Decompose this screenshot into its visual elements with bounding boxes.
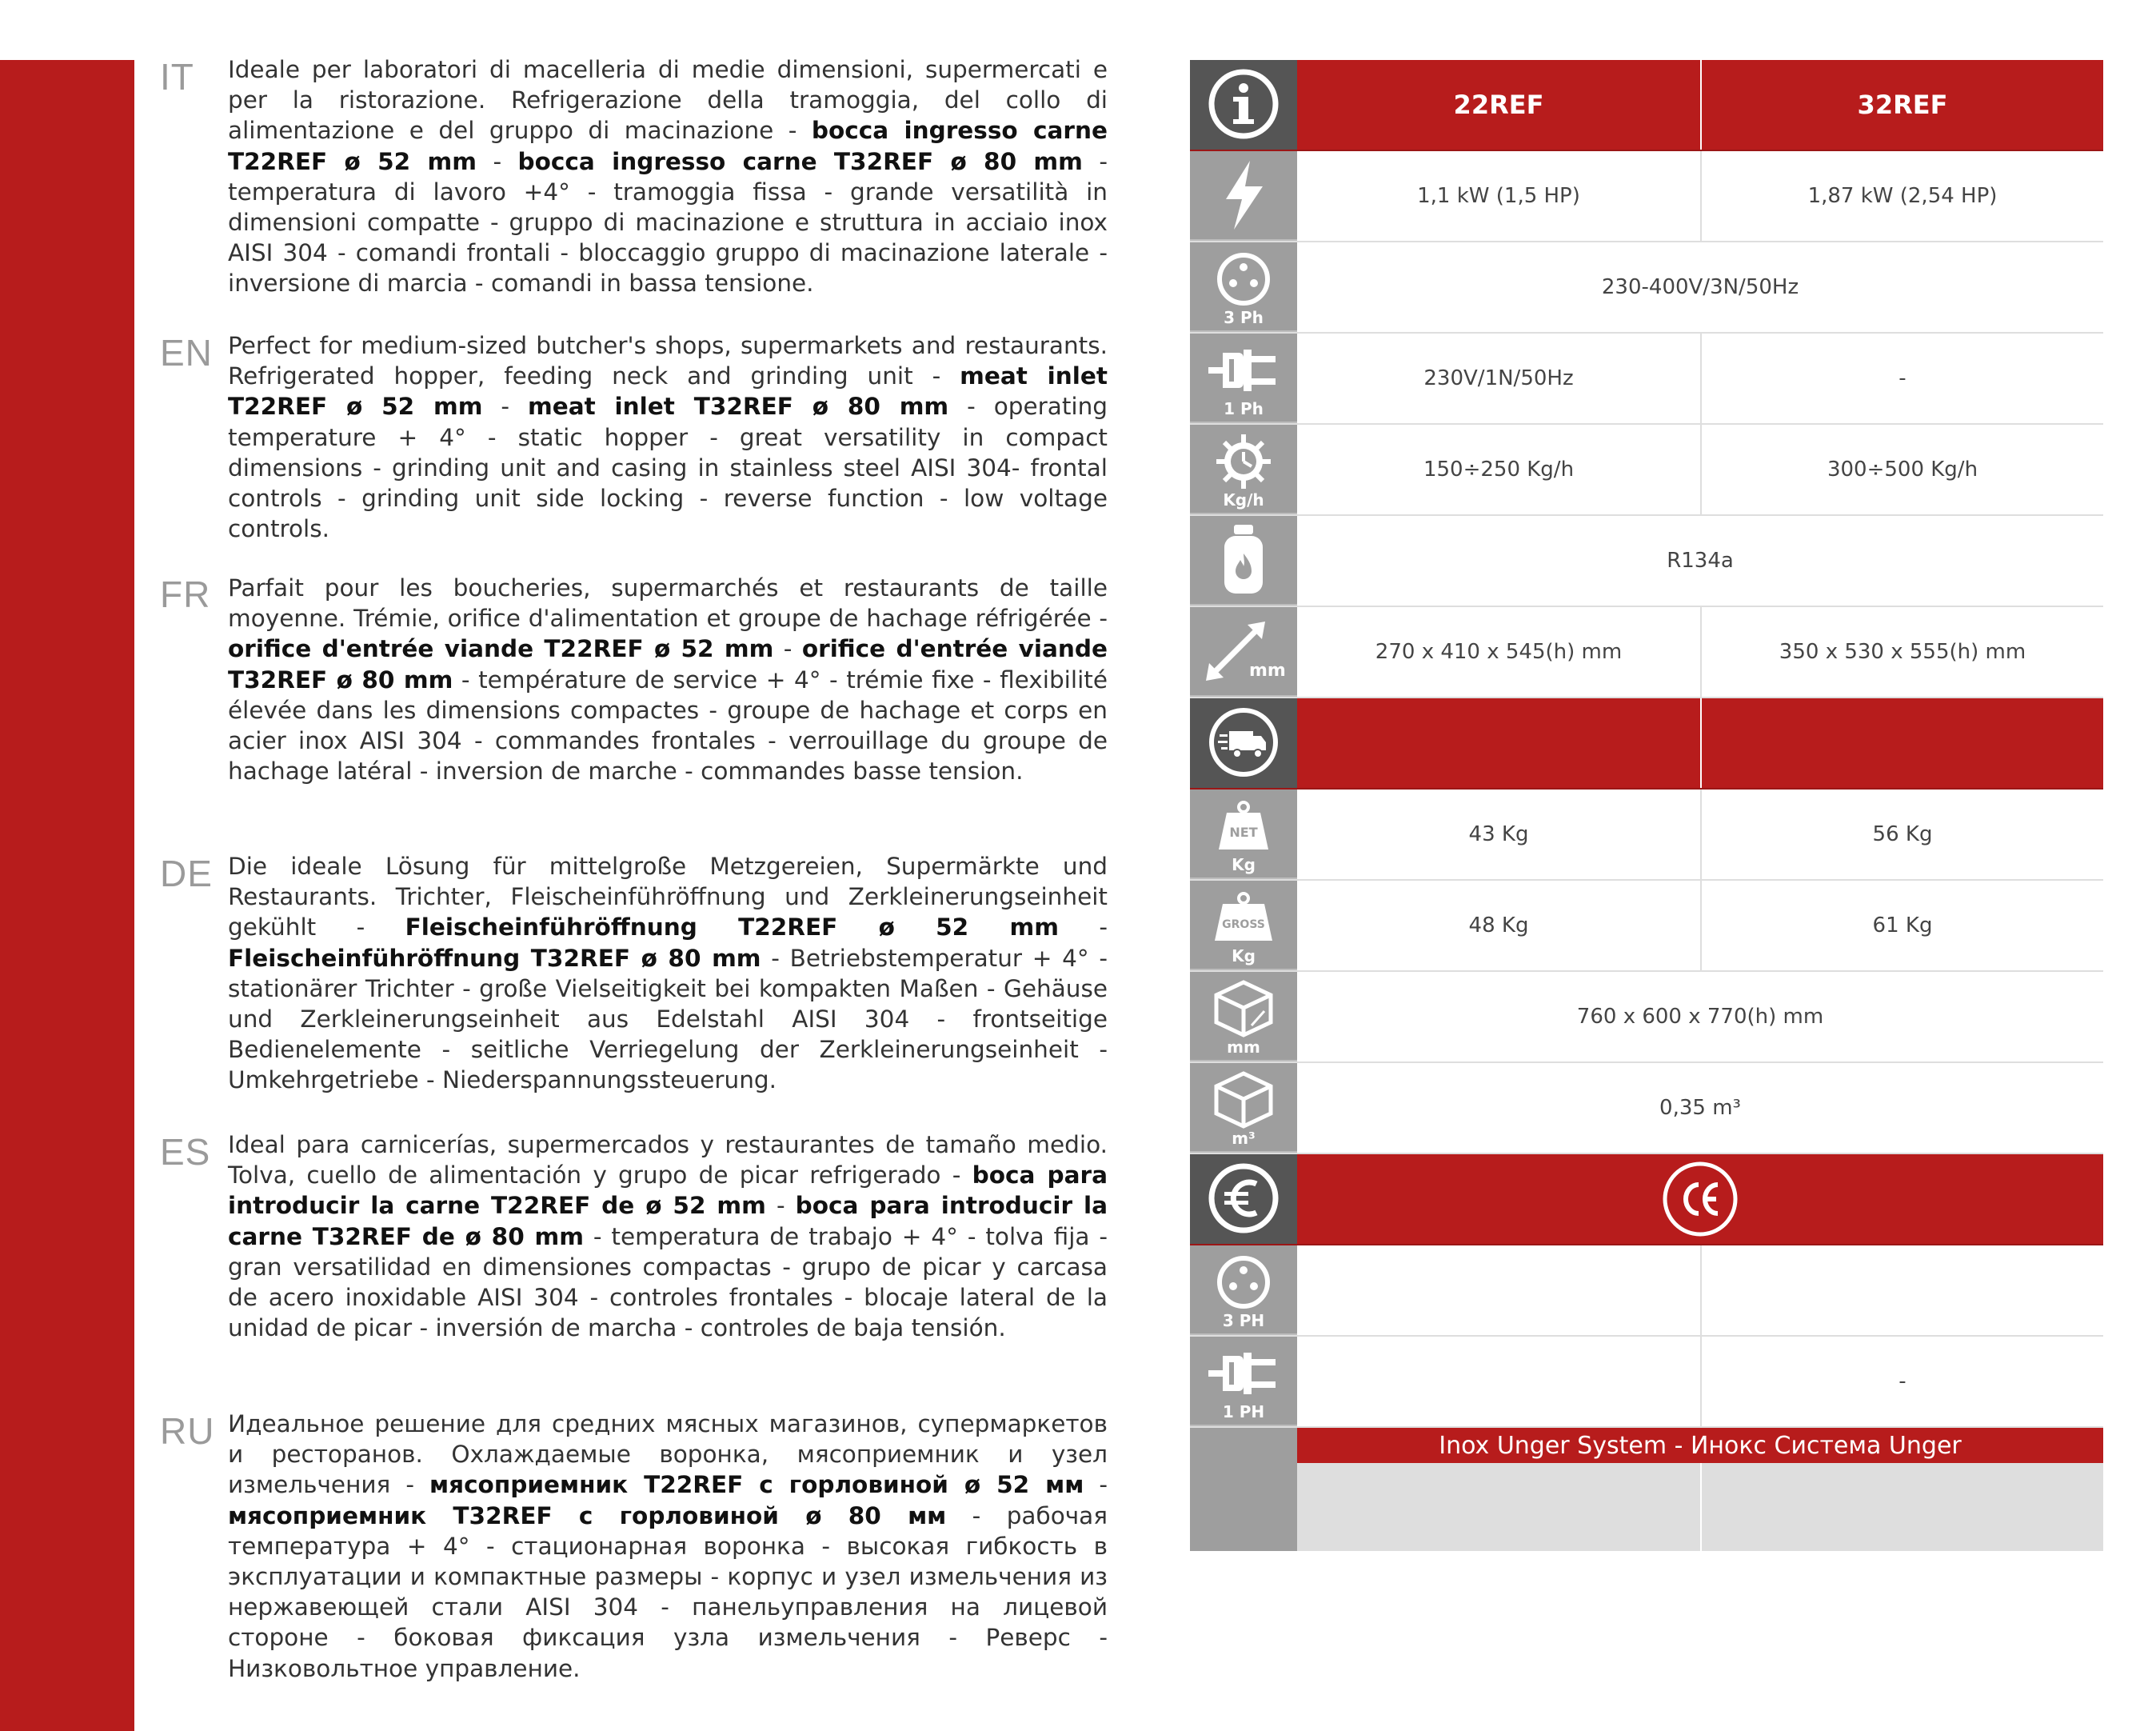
svg-text:mm: mm — [1249, 661, 1286, 681]
row-gross-weight — [1190, 881, 2103, 972]
bold-phrase: bocca ingresso carne T32REF ø 80 mm — [517, 147, 1083, 175]
pack-volume-caption: m³ — [1232, 1129, 1256, 1148]
footer-icon-spacer — [1190, 1463, 1297, 1551]
bold-phrase: boca para introducir la carne T32REF de ø 80 mm — [228, 1192, 1108, 1250]
text-run: Die ideale Lösung für mittelgroße Metzgereien, Supermärkte und Restaurants. Trichter, Fleischeinführöffnung und Zerkleinerungseinheit gekühlt - — [228, 853, 1108, 941]
text-run: - Betriebstemperatur + 4° - stationärer Trichter - große Vielseitigkeit bei kompakten Maßen - Gehäuse und Zerkleinerungseinheit aus Edelstahl AISI 304 - frontseitige Bedienelemente - seitliche Verriegelung der Zerkleinerungseinheit - Umkehrgetriebe - Niederspannungssteuerung. — [228, 944, 1108, 1094]
bold-phrase: boca para introducir la carne T22REF de ø 52 mm — [228, 1161, 1108, 1220]
bold-phrase: orifice d'entrée viande T22REF ø 52 mm — [228, 635, 774, 663]
gross-weight-icon — [1190, 881, 1297, 970]
single-phase-plug-icon — [1190, 334, 1297, 423]
output-caption: Kg/h — [1223, 490, 1264, 510]
single-phase-price-icon — [1190, 1337, 1297, 1426]
package-volume-icon — [1190, 1063, 1297, 1153]
net-weight-22ref: 43 Kg — [1297, 790, 1702, 879]
lang-code-it: IT — [160, 56, 194, 98]
price-single-phase-caption: 1 PH — [1222, 1402, 1265, 1421]
lang-code-es: ES — [160, 1131, 211, 1173]
bold-phrase: мясоприемник T32REF с горловиной ø 80 мм — [228, 1501, 947, 1529]
bold-phrase: мясоприемник T22REF с горловиной ø 52 мм — [429, 1471, 1084, 1499]
shipping-header-32ref — [1702, 698, 2103, 788]
three-phase-voltage: 230-400V/3N/50Hz — [1601, 275, 1799, 299]
text-run: - — [1084, 1471, 1108, 1499]
lang-code-en: EN — [160, 332, 213, 374]
row-pack-volume — [1190, 1063, 2103, 1154]
info-icon — [1190, 60, 1297, 150]
package-dimensions-icon — [1190, 972, 1297, 1061]
row-power — [1190, 151, 2103, 242]
bold-phrase: orifice d'entrée viande T32REF ø 80 mm — [228, 635, 1108, 694]
model-32ref-header: 32REF — [1857, 90, 1948, 120]
row-price-single-phase — [1190, 1337, 2103, 1428]
model-22ref-header: 22REF — [1297, 60, 1702, 150]
spec-table — [1190, 60, 2103, 1551]
dimensions-32ref: 350 x 530 x 555(h) mm — [1779, 640, 2026, 664]
gas-cylinder-icon — [1190, 516, 1297, 606]
text-run: - — [765, 1192, 796, 1220]
description-ru — [228, 1409, 1108, 1684]
pack-volume-value: 0,35 m³ — [1659, 1096, 1741, 1120]
bold-phrase: Fleischeinführöffnung T32REF ø 80 mm — [228, 944, 761, 972]
brand-band-spacer — [1190, 1428, 1297, 1463]
text-run: - temperatura di lavoro +4° - tramoggia fissa - grande versatilità in dimensioni compatte - gruppo di macinazione e struttura in acciaio inox AISI 304 - comandi frontali - bloccaggio gruppo di macinazione laterale - inversione di marcia - comandi in bassa tensione. — [228, 147, 1108, 298]
text-run: Ideal para carnicerías, supermercados y restaurantes de tamaño medio. Tolva, cuello de alimentación y grupo de picar refrigerado - — [228, 1131, 1108, 1189]
gross-label: GROSS — [1222, 918, 1265, 931]
text-run: Идеальное решение для средних мясных магазинов, супермаркетов и ресторанов. Охлаждаемые воронка, мясоприемник и узел измельчения - — [228, 1410, 1108, 1499]
price-single-phase-22ref — [1297, 1337, 1702, 1426]
row-dimensions — [1190, 607, 2103, 698]
three-phase-plug-icon — [1190, 242, 1297, 332]
description-fr — [228, 573, 1108, 786]
description-de — [228, 851, 1108, 1096]
description-it — [228, 54, 1108, 299]
lightning-icon — [1190, 151, 1297, 241]
single-phase-caption: 1 Ph — [1224, 399, 1264, 418]
row-shipping-header — [1190, 698, 2103, 790]
bold-phrase: meat inlet T32REF ø 80 mm — [527, 393, 949, 421]
left-red-margin-bar — [0, 60, 134, 1731]
delivery-truck-icon — [1190, 698, 1297, 788]
brand-band-text: Inox Unger System - Инокс Система Unger — [1439, 1431, 1962, 1460]
text-run: Perfect for medium-sized butcher's shops, supermarkets and restaurants. Refrigerated hopper, feeding neck and grinding unit - — [228, 332, 1108, 390]
row-net-weight — [1190, 790, 2103, 881]
row-output — [1190, 425, 2103, 516]
row-brand-band — [1190, 1428, 2103, 1463]
row-pack-dimensions — [1190, 972, 2103, 1063]
dimensions-22ref: 270 x 410 x 545(h) mm — [1297, 607, 1702, 697]
gross-weight-32ref: 61 Kg — [1872, 913, 1933, 937]
three-phase-price-icon — [1190, 1245, 1297, 1335]
price-single-phase-32ref: - — [1898, 1369, 1906, 1393]
text-run: - température de service + 4° - trémie fixe - flexibilité élevée dans les dimensions compactes - groupe de hachage et corps en acier inox AISI 304 - commandes frontales - verrouillage du groupe de hachage latéral - inversion de marche - commandes basse tension. — [228, 666, 1108, 786]
output-22ref: 150÷250 Kg/h — [1297, 425, 1702, 514]
row-three-phase — [1190, 242, 2103, 334]
text-run: Ideale per laboratori di macelleria di medie dimensioni, supermercati e per la ristorazione. Refrigerazione della tramoggia, del collo di alimentazione e del gruppo di macinazione - — [228, 56, 1108, 145]
lang-code-de: DE — [160, 853, 213, 894]
euro-icon — [1190, 1154, 1297, 1244]
price-three-phase-32ref — [1702, 1245, 2103, 1335]
net-weight-32ref: 56 Kg — [1872, 822, 1933, 846]
lang-code-fr: FR — [160, 574, 211, 615]
bold-phrase: meat inlet T22REF ø 52 mm — [228, 362, 1108, 421]
price-three-phase-22ref — [1297, 1245, 1702, 1335]
mincer-blade-icon — [1190, 425, 1297, 514]
net-weight-caption: Kg — [1232, 855, 1256, 874]
output-32ref: 300÷500 Kg/h — [1827, 458, 1978, 482]
text-run: - — [477, 147, 518, 175]
lang-code-ru: RU — [160, 1410, 215, 1452]
row-single-phase — [1190, 334, 2103, 425]
text-run: - — [482, 393, 528, 421]
single-phase-32ref: - — [1898, 366, 1906, 390]
row-price-three-phase — [1190, 1245, 2103, 1337]
text-run: - рабочая температура + 4° - стационарная воронка - высокая гибкость в эксплуатации и компактные размеры - корпус и узел измельчения из нержавеющей стали AISI 304 - панельуправления на лицевой стороне - боковая фиксация узла измельчения - Реверс - Низковольтное управление. — [228, 1501, 1108, 1682]
gross-weight-22ref: 48 Kg — [1297, 881, 1702, 970]
description-es — [228, 1129, 1108, 1343]
net-label: NET — [1229, 825, 1258, 840]
pack-dimensions-value: 760 x 600 x 770(h) mm — [1576, 1005, 1824, 1029]
single-phase-22ref: 230V/1N/50Hz — [1297, 334, 1702, 423]
description-en — [228, 330, 1108, 544]
shipping-header-22ref — [1297, 698, 1702, 788]
text-run: - operating temperature + 4° - static hopper - great versatility in compact dimensions - grinding unit and casing in stainless steel AISI 304- frontal controls - grinding unit side locking - reverse function - low voltage controls. — [228, 393, 1108, 543]
text-run: Parfait pour les boucheries, supermarchés et restaurants de taille moyenne. Trémie, orifice d'alimentation et groupe de hachage réfrigérée - — [228, 574, 1108, 633]
gross-weight-caption: Kg — [1232, 946, 1256, 965]
refrigerant-value: R134a — [1667, 549, 1734, 573]
ce-mark-icon — [1297, 1154, 2103, 1244]
row-refrigerant — [1190, 516, 2103, 607]
pack-dimensions-caption: mm — [1227, 1037, 1260, 1057]
row-price-header — [1190, 1154, 2103, 1245]
row-models — [1190, 60, 2103, 151]
text-run: - — [1058, 913, 1108, 941]
dimensions-arrow-icon — [1190, 607, 1297, 697]
text-run: - — [773, 635, 802, 663]
footer-cell-22ref — [1297, 1463, 1702, 1551]
bold-phrase: Fleischeinführöffnung T22REF ø 52 mm — [405, 913, 1059, 941]
power-22ref: 1,1 kW (1,5 HP) — [1297, 151, 1702, 241]
row-footer-grey — [1190, 1463, 2103, 1551]
net-weight-icon — [1190, 790, 1297, 879]
power-32ref: 1,87 kW (2,54 HP) — [1807, 184, 1998, 208]
price-three-phase-caption: 3 PH — [1222, 1311, 1265, 1330]
three-phase-caption: 3 Ph — [1224, 308, 1264, 327]
footer-cell-32ref — [1702, 1463, 2103, 1551]
bold-phrase: bocca ingresso carne T22REF ø 52 mm — [228, 117, 1108, 175]
text-run: - temperatura de trabajo + 4° - tolva fija - gran versatilidad en dimensiones compactas - grupo de picar y carcasa de acero inoxidable AISI 304 - controles frontales - blocaje lateral de la unidad de picar - inversión de marcha - controles de baja tensión. — [228, 1222, 1108, 1342]
